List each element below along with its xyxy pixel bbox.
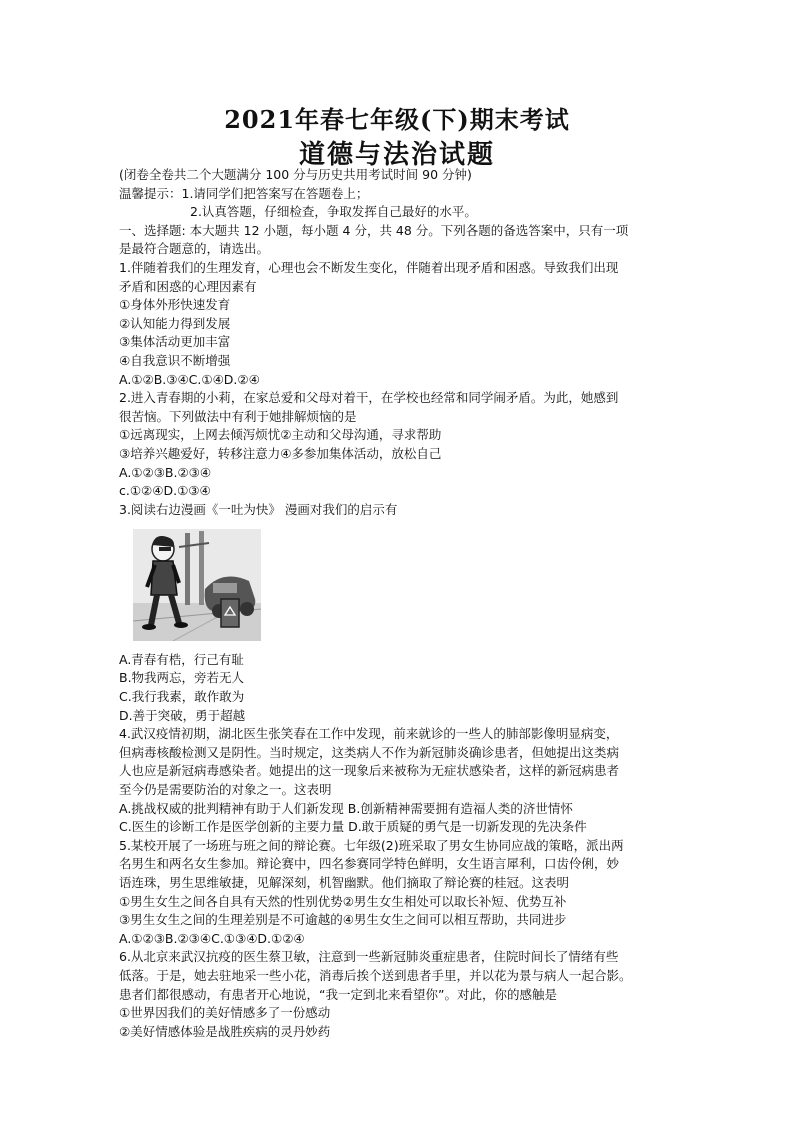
comic-illustration <box>133 529 261 641</box>
question-stem-cont: 人也应是新冠病毒感染者。她提出的这一现象后来被称为无症状感染者，这样的新冠病患者 <box>119 763 620 779</box>
question-stem-cont: 语连珠，男生思维敏捷，见解深刻，机智幽默。他们摘取了辩论赛的桂冠。这表明 <box>119 875 570 890</box>
tip-line-2: 2.认真答题，仔细检查，争取发挥自己最好的水平。 <box>190 204 477 220</box>
answer-choices: A.①②B.③④C.①④D.②④ <box>119 371 260 387</box>
option-item: ①身体外形快速发育 <box>119 297 231 313</box>
answer-choices: c.①②④D.①③④ <box>119 483 211 499</box>
question-stem-cont: 很苦恼。下列做法中有利于她排解烦恼的是 <box>119 408 357 424</box>
option-item: ③培养兴趣爱好，转移注意力④多参加集体活动，放松自己 <box>119 445 442 461</box>
option-item: D.善于突破，勇于超越 <box>119 707 246 723</box>
answer-choices: A.①②③B.②③④C.①③④D.①②④ <box>119 930 305 946</box>
option-item: ③男生女生之间的生理差别是不可逾越的④男生女生之间可以相互帮助，共同进步 <box>119 912 567 928</box>
answer-choices: A.①②③B.②③④ <box>119 464 212 480</box>
option-item: A.青春有梏，行己有耻 <box>119 651 244 667</box>
exam-content <box>119 166 697 1041</box>
question-stem: 2.进入青春期的小莉，在家总爱和父母对着干，在学校也经常和同学闹矛盾。为此，她感到 <box>119 390 619 406</box>
question-3 <box>119 501 697 726</box>
question-2 <box>119 389 697 501</box>
question-stem-cont: 矛盾和困惑的心理因素有 <box>119 278 257 294</box>
question-5 <box>119 837 697 949</box>
exam-subtitle: 道德与法治试题 <box>298 140 495 170</box>
question-stem-cont: 名男生和两名女生参加。辩论赛中，四名参赛同学特色鲜明，女生语言犀利，口齿伶俐，妙 <box>119 856 620 872</box>
question-stem-cont: 但病毒核酸检测又是阴性。当时规定，这类病人不作为新冠肺炎确诊患者，但她提出这类病 <box>119 744 620 760</box>
question-stem: 5.某校开展了一场班与班之间的辩论赛。七年级(2)班采取了男女生协同应战的策略，派出两 <box>119 837 624 853</box>
question-6 <box>119 948 697 1041</box>
question-stem-cont: 患者们都很感动，有患者开心地说，“我一定到北来看望你”。对此，你的感触是 <box>119 986 557 1002</box>
question-stem: 4.武汉疫情初期，湖北医生张笑春在工作中发现，前来就诊的一些人的肺部影像明显病变， <box>119 726 619 742</box>
tip-line-1: 温馨提示：1.请同学们把答案写在答题卷上； <box>119 185 369 201</box>
option-item: ④自我意识不断增强 <box>119 352 231 368</box>
option-item: ①远离现实，上网去倾泻烦忧②主动和父母沟通，寻求帮助 <box>119 427 442 443</box>
section-heading-cont: 是最符合题意的，请选出。 <box>119 241 270 257</box>
answer-choices: C.医生的诊断工作是医学创新的主要力量 D.敢于质疑的勇气是一切新发现的先决条件 <box>119 819 587 835</box>
question-stem: 3.阅读右边漫画《一吐为快》 漫画对我们的启示有 <box>119 501 398 517</box>
option-item: B.物我两忘，旁若无人 <box>119 670 245 686</box>
question-1 <box>119 259 697 389</box>
section-heading: 一、选择题: 本大题共 12 小题，每小题 4 分，共 48 分。下列各题的备选答案中，只有一项 <box>119 222 629 238</box>
question-stem: 6.从北京来武汉抗疫的医生蔡卫敏，注意到一些新冠肺炎重症患者，住院时间长了情绪有些 <box>119 949 619 965</box>
exam-title: 2021年春七年级(下)期末考试 <box>224 105 570 134</box>
question-stem-cont: 至今仍是需要防治的对象之一。这表明 <box>119 782 332 798</box>
exam-note: (闭卷全卷共二个大题满分 100 分与历史共用考试时间 90 分钟) <box>119 167 472 182</box>
option-item: ①世界因我们的美好情感多了一份感动 <box>119 1005 331 1021</box>
option-item: C.我行我素，敢作敢为 <box>119 689 245 705</box>
question-4 <box>119 725 697 837</box>
option-item: ②美好情感体验是战胜疾病的灵丹妙药 <box>119 1023 331 1039</box>
option-item: ③集体活动更加丰富 <box>119 334 231 350</box>
option-item: ①男生女生之间各自具有天然的性别优势②男生女生相处可以取长补短、优势互补 <box>119 893 567 909</box>
question-stem: 1.伴随着我们的生理发育，心理也会不断发生变化，伴随着出现矛盾和困惑。导致我们出现 <box>119 259 619 275</box>
question-stem-cont: 低落。于是，她去驻地采一些小花，消毒后挨个送到患者手里，并以花为景与病人一起合影。 <box>119 967 632 983</box>
answer-choices: A.挑战权威的批判精神有助于人们新发现 B.创新精神需要拥有造福人类的济世情怀 <box>119 800 573 816</box>
option-item: ②认知能力得到发展 <box>119 315 231 331</box>
